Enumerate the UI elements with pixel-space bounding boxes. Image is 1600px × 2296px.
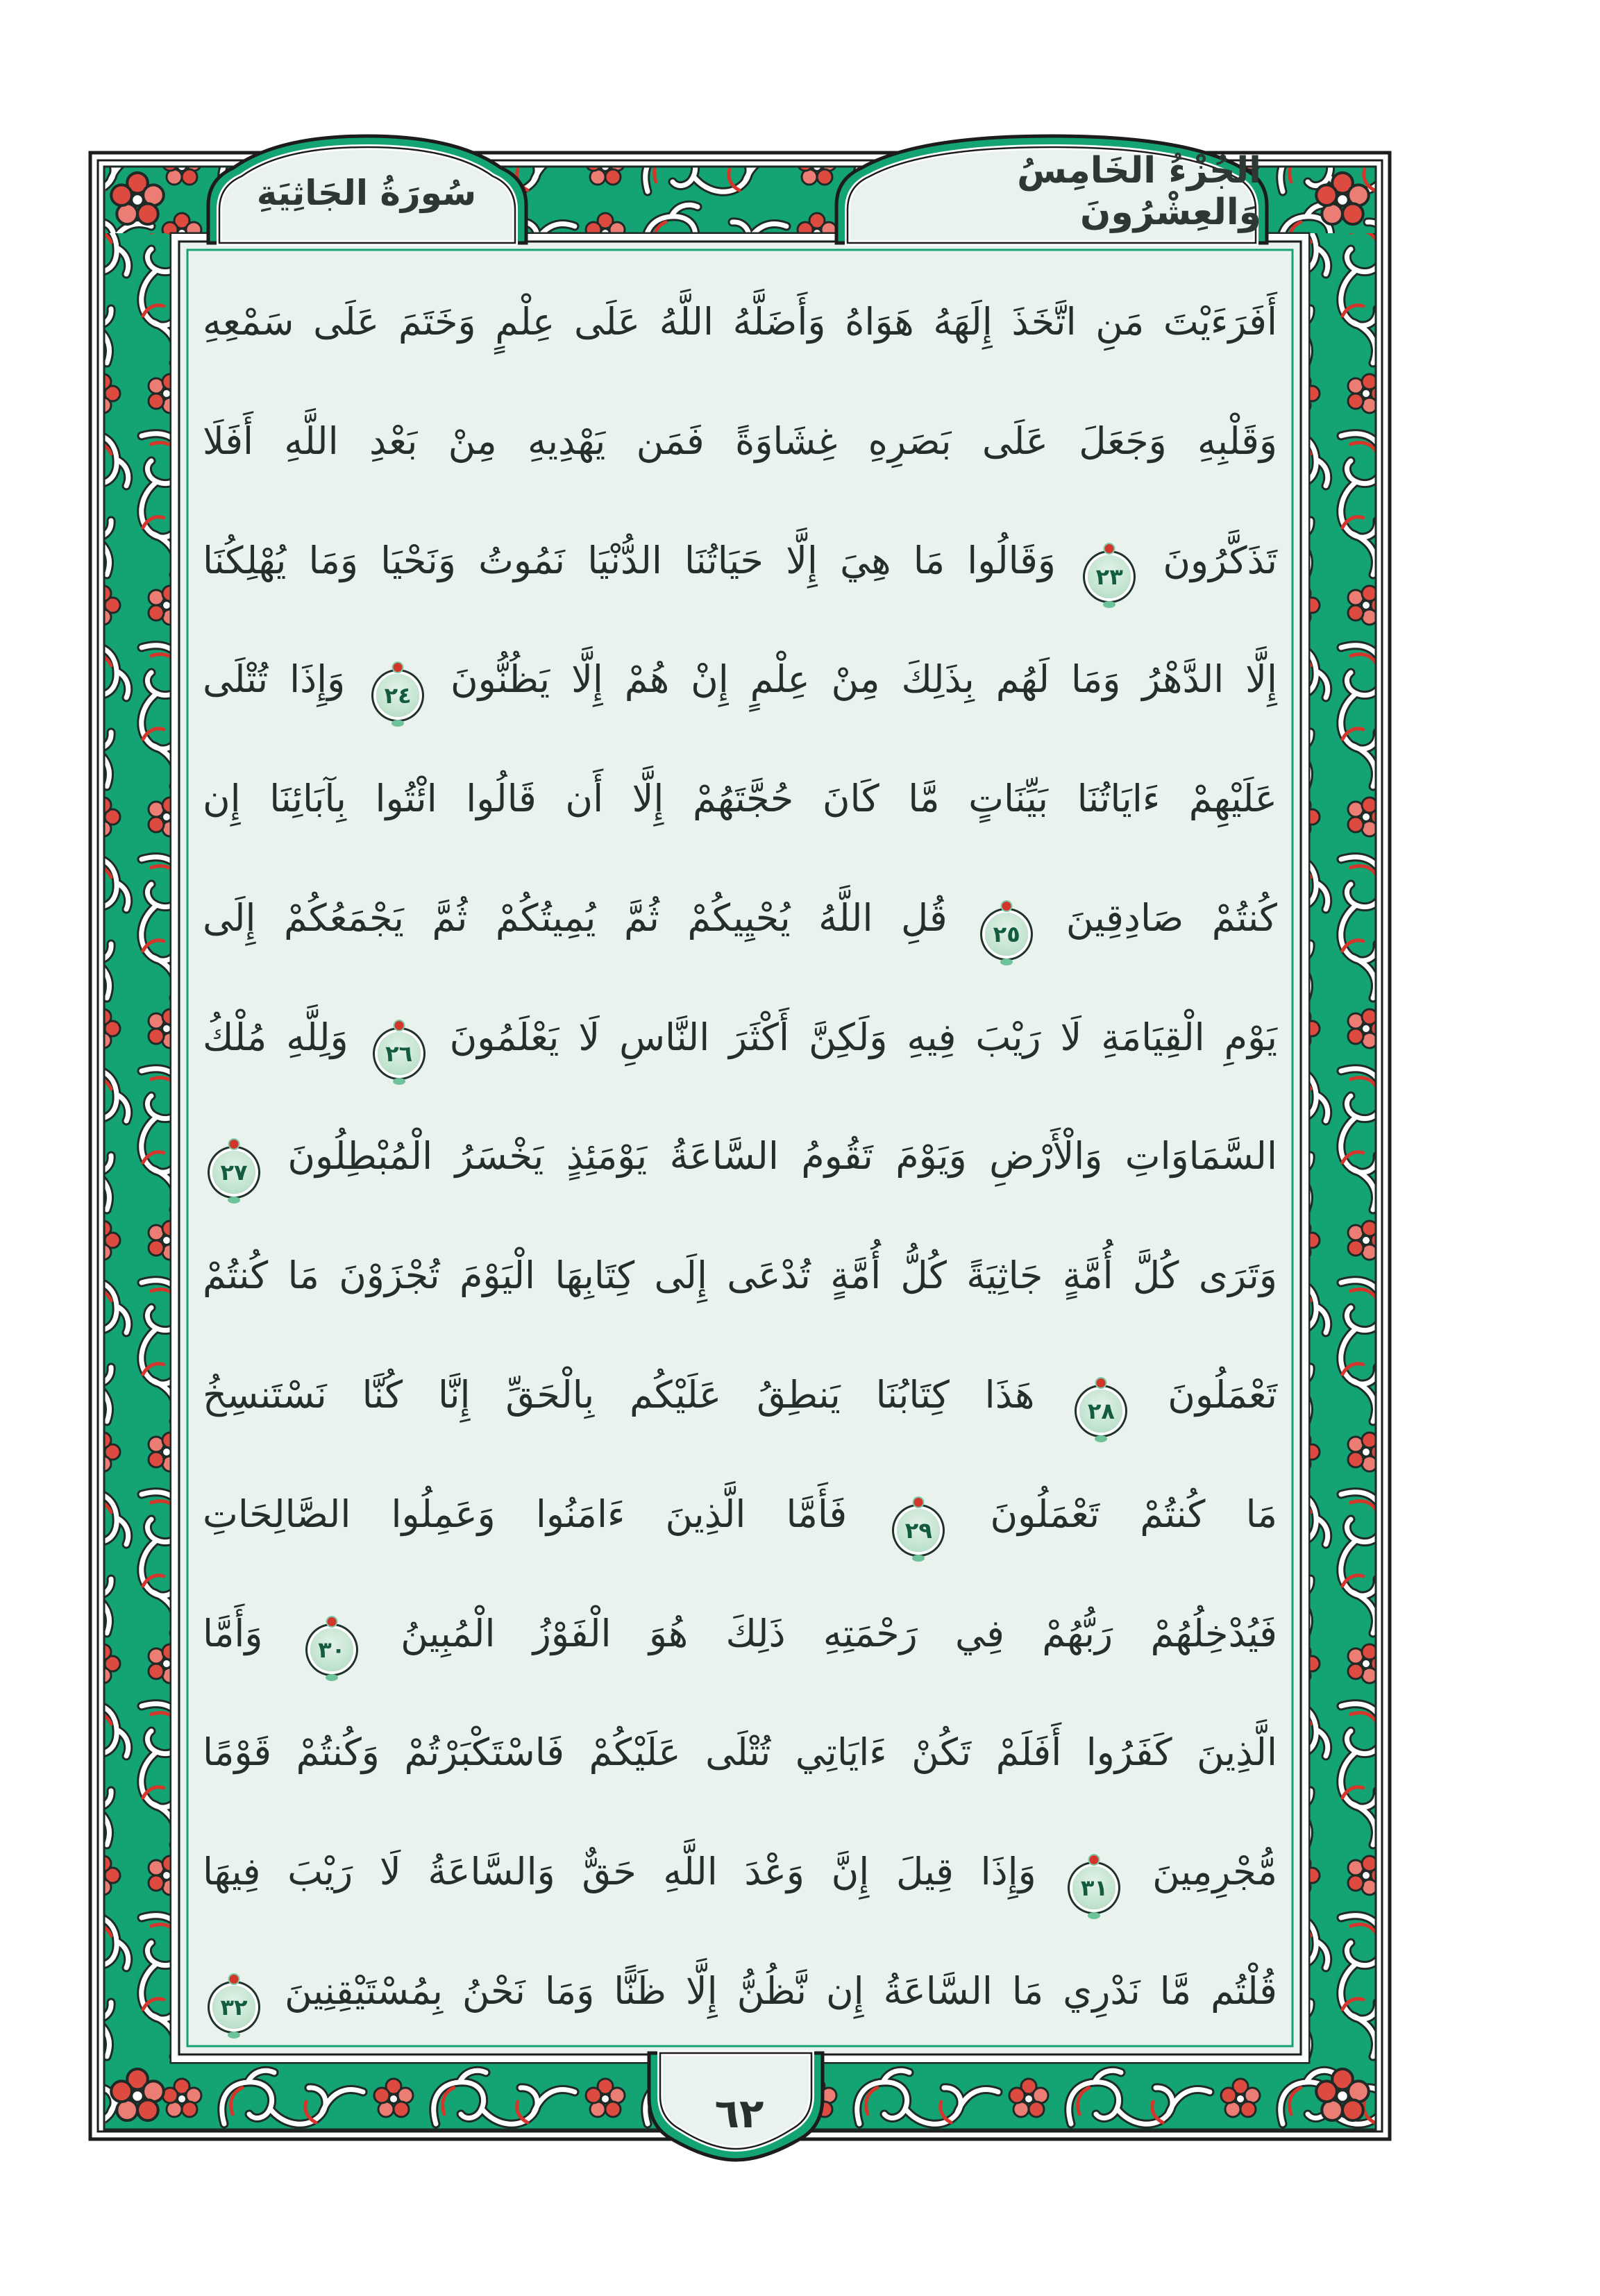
ayah-number: ٣٢: [220, 1993, 248, 2020]
verse-text: أَفَرَءَيْتَ مَنِ اتَّخَذَ إِلَهَهُ هَوَاهُ وَأَضَلَّهُ اللَّهُ عَلَى عِلْمٍ وَخَتَمَ عَلَى سَمْعِهِ: [203, 300, 1277, 344]
mushaf-line: [203, 262, 1277, 381]
ayah-marker-rosette-icon: [897, 1509, 940, 1552]
verse-text: وَتَرَى كُلَّ أُمَّةٍ جَاثِيَةً كُلُّ أُمَّةٍ تُدْعَى إِلَى كِتَابِهَا الْيَوْمَ تُجْزَوْنَ مَا كُنتُمْ: [203, 1253, 1277, 1298]
ayah-number: ٢٧: [220, 1159, 248, 1186]
mushaf-line: [203, 1574, 1277, 1693]
ayah-marker-rosette-icon: [212, 1151, 255, 1194]
ayah-marker-rosette-icon: [310, 1628, 353, 1671]
mushaf-text: [203, 262, 1277, 2050]
verse-text: إِلَّا الدَّهْرُ وَمَا لَهُم بِذَلِكَ مِنْ عِلْمٍ إِنْ هُمْ إِلَّا يَظُنُّونَ: [450, 657, 1277, 702]
ayah-number: ٢٩: [904, 1517, 932, 1544]
ayah-number: ٢٦: [385, 1040, 413, 1067]
verse-text: السَّمَاوَاتِ وَالْأَرْضِ وَيَوْمَ تَقُومُ السَّاعَةُ يَوْمَئِذٍ يَخْسَرُ الْمُبْطِلُونَ: [287, 1134, 1277, 1179]
verse-text: فَيُدْخِلُهُمْ رَبُّهُمْ فِي رَحْمَتِهِ ذَلِكَ هُوَ الْفَوْزُ الْمُبِينُ: [401, 1611, 1277, 1655]
verse-text: الَّذِينَ كَفَرُوا أَفَلَمْ تَكُنْ ءَايَاتِي تُتْلَى عَلَيْكُمْ فَاسْتَكْبَرْتُمْ وَكُنتُمْ قَوْمًا: [203, 1730, 1277, 1775]
verse-text: مَا كُنتُمْ تَعْمَلُونَ: [990, 1492, 1278, 1536]
verse-text: وَإِذَا تُتْلَى: [203, 657, 346, 702]
mushaf-line: [203, 1932, 1277, 2050]
ayah-marker-rosette-icon: [985, 913, 1028, 956]
verse-text: مُّجْرِمِينَ: [1152, 1850, 1278, 1894]
verse-text: تَذَكَّرُونَ: [1163, 538, 1277, 582]
mushaf-line: [203, 1812, 1277, 1931]
verse-text: قُلْتُم مَّا نَدْرِي مَا السَّاعَةُ إِن نَّظُنُّ إِلَّا ظَنًّا وَمَا نَحْنُ بِمُسْتَيْقِنِينَ: [284, 1968, 1277, 2013]
juz-name-label: الجُزْءُ الخَامِسُ وَالعِشْرُونَ: [1017, 150, 1261, 233]
ayah-number: ٣١: [1080, 1875, 1108, 1902]
ayah-marker-rosette-icon: [376, 674, 419, 717]
verse-text: تَعْمَلُونَ: [1168, 1373, 1277, 1417]
verse-text: وَأَمَّا: [203, 1611, 263, 1655]
ayah-number: ٢٨: [1087, 1398, 1115, 1425]
verse-text: وَقَلْبِهِ وَجَعَلَ عَلَى بَصَرِهِ غِشَاوَةً فَمَن يَهْدِيهِ مِنْ بَعْدِ اللَّهِ أَفَلَا: [203, 419, 1277, 463]
ayah-marker-rosette-icon: [1079, 1390, 1122, 1433]
ayah-number: ٢٣: [1095, 563, 1123, 590]
surah-name-label: سُورَةُ الجَاثِيَةِ: [256, 173, 477, 213]
mushaf-line: [203, 501, 1277, 620]
verse-text: وَلِلَّهِ مُلْكُ: [203, 1015, 348, 1059]
verse-text: عَلَيْهِمْ ءَايَاتُنَا بَيِّنَاتٍ مَّا كَانَ حُجَّتَهُمْ إِلَّا أَن قَالُوا ائْتُوا بِآبَائِنَا إِن: [203, 777, 1277, 821]
ayah-marker-rosette-icon: [378, 1032, 421, 1075]
mushaf-line: [203, 620, 1277, 738]
verse-text: قُلِ اللَّهُ يُحْيِيكُمْ ثُمَّ يُمِيتُكُمْ ثُمَّ يَجْمَعُكُمْ إِلَى: [203, 895, 948, 940]
mushaf-line: [203, 978, 1277, 1097]
ayah-marker-rosette-icon: [1072, 1866, 1115, 1909]
verse-text: يَوْمِ الْقِيَامَةِ لَا رَيْبَ فِيهِ وَلَكِنَّ أَكْثَرَ النَّاسِ لَا يَعْلَمُونَ: [449, 1015, 1278, 1059]
mushaf-line: [203, 859, 1277, 977]
mushaf-line: [203, 382, 1277, 500]
ayah-number: ٢٤: [384, 682, 412, 709]
verse-text: هَذَا كِتَابُنَا يَنطِقُ عَلَيْكُم بِالْحَقِّ إِنَّا كُنَّا نَسْتَنسِخُ: [203, 1373, 1035, 1417]
verse-text: كُنتُمْ صَادِقِينَ: [1066, 895, 1278, 940]
mushaf-line: [203, 1335, 1277, 1454]
ayah-marker-rosette-icon: [212, 1986, 255, 2029]
mushaf-line: [203, 1693, 1277, 1812]
ayah-number: ٣٠: [318, 1636, 346, 1663]
mushaf-line: [203, 739, 1277, 858]
page-number: ٦٢: [714, 2090, 764, 2137]
verse-text: وَقَالُوا مَا هِيَ إِلَّا حَيَاتُنَا الدُّنْيَا نَمُوتُ وَنَحْيَا وَمَا يُهْلِكُنَا: [203, 538, 1056, 582]
ayah-number: ٢٥: [993, 920, 1020, 947]
mushaf-line: [203, 1455, 1277, 1573]
ayah-marker-rosette-icon: [1088, 555, 1131, 598]
mushaf-line: [203, 1216, 1277, 1335]
verse-text: فَأَمَّا الَّذِينَ ءَامَنُوا وَعَمِلُوا الصَّالِحَاتِ: [203, 1492, 848, 1536]
verse-text: وَإِذَا قِيلَ إِنَّ وَعْدَ اللَّهِ حَقٌّ وَالسَّاعَةُ لَا رَيْبَ فِيهَا: [203, 1850, 1036, 1894]
mushaf-line: [203, 1097, 1277, 1215]
